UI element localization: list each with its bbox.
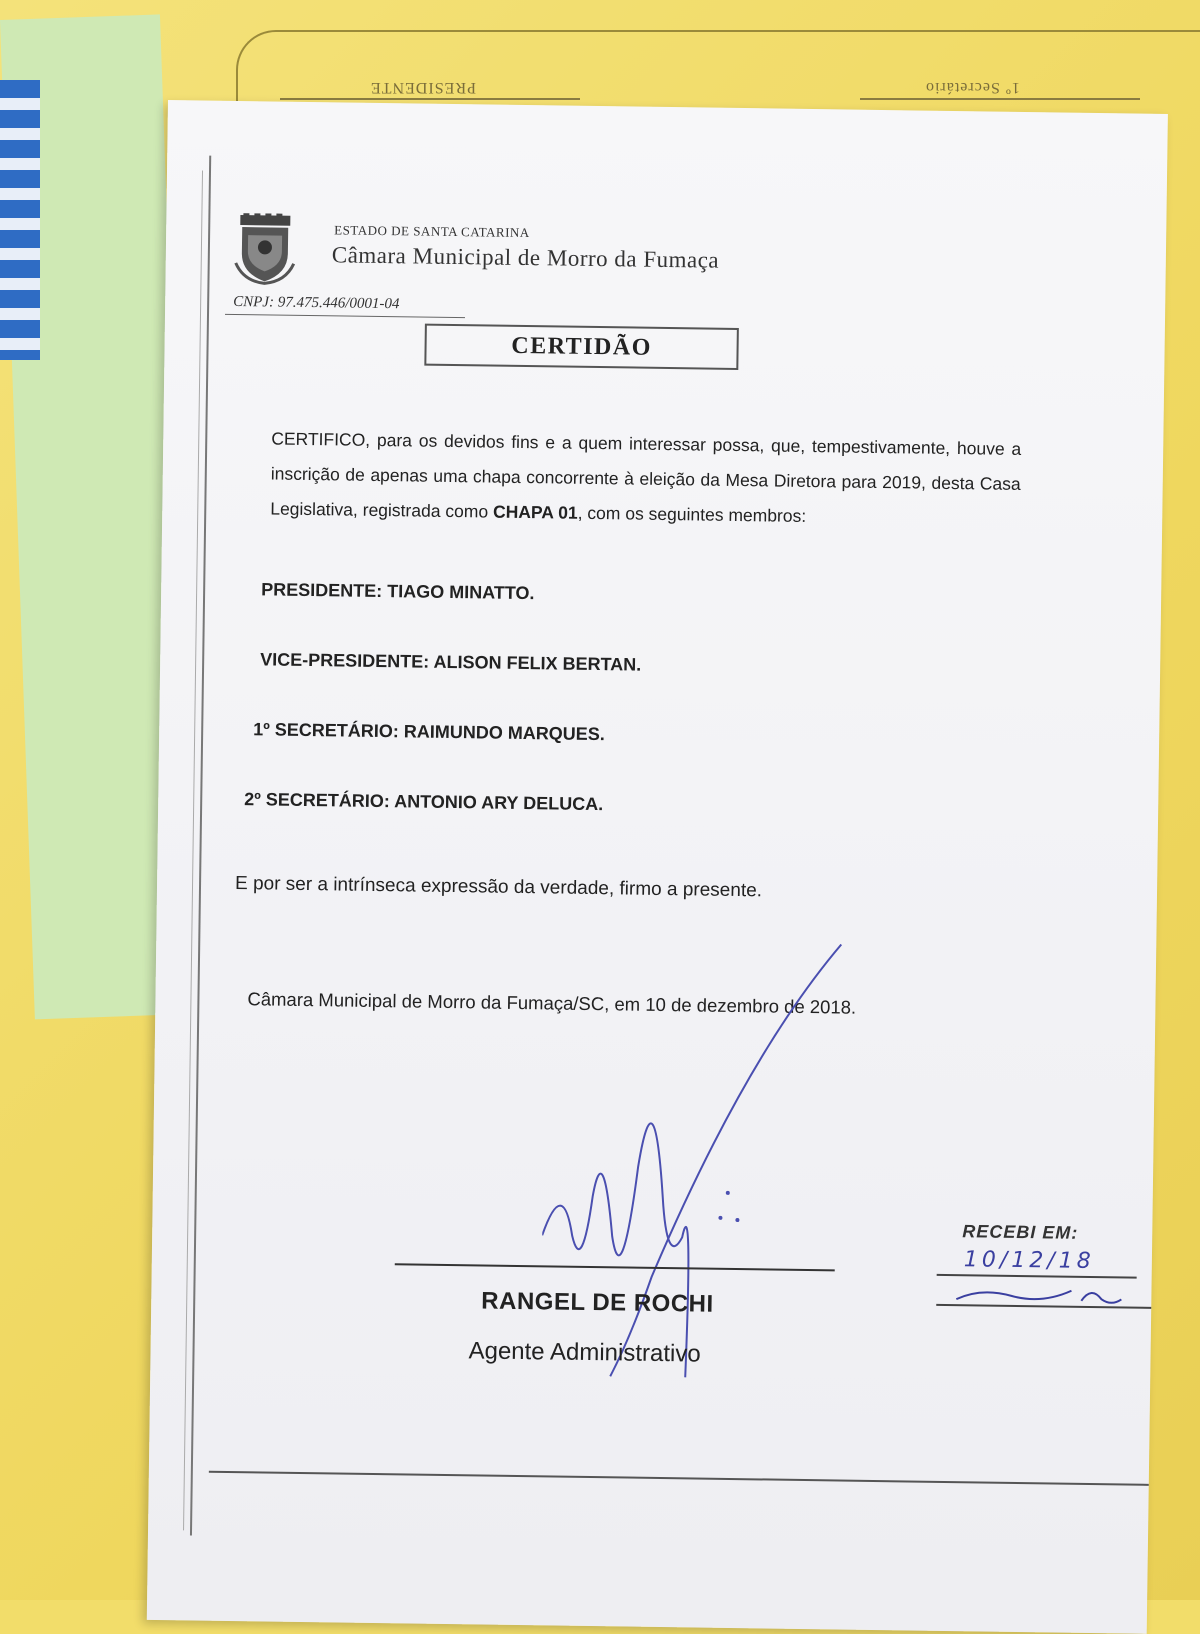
member-vice-president: VICE-PRESIDENTE: ALISON FELIX BERTAN. (260, 649, 642, 675)
mirrored-label-secretary: 1º Secretário (925, 79, 1020, 96)
body-end: , com os seguintes membros: (577, 502, 807, 526)
mirrored-line (280, 98, 580, 100)
municipal-crest-icon (233, 213, 296, 286)
slate-name: CHAPA 01 (492, 501, 578, 523)
signer-role: Agente Administrativo (468, 1337, 701, 1368)
cnpj-text: CNPJ: 97.475.446/0001-04 (233, 293, 400, 313)
mirrored-label-president: PRESIDENTE (370, 79, 476, 96)
certification-paragraph (270, 421, 1021, 536)
receipt-line (937, 1274, 1137, 1279)
footer-rule (209, 1471, 1149, 1486)
receipt-date: 10/12/18 (963, 1247, 1095, 1275)
handwritten-signature (540, 935, 846, 1389)
place-and-date: Câmara Municipal de Morro da Fumaça/SC, em 10 de dezembro de 2018. (247, 988, 857, 1018)
document-title: CERTIDÃO (424, 324, 739, 370)
member-second-secretary: 2º SECRETÁRIO: ANTONIO ARY DELUCA. (244, 789, 604, 815)
member-president: PRESIDENTE: TIAGO MINATTO. (261, 579, 535, 604)
divider (225, 314, 465, 318)
institution-name: Câmara Municipal de Morro da Fumaça (331, 242, 720, 273)
signer-name: RANGEL DE ROCHI (481, 1287, 714, 1318)
body-intro: CERTIFICO, para os devidos fins e a quem interessar possa, que, tempestivamente, houve a inscrição de apenas uma chapa concorrente à eleição da Mesa Diretora para 2019, desta Casa Legislativa, registrada como (270, 428, 1022, 522)
receipt-label: RECEBI EM: (962, 1221, 1079, 1243)
member-first-secretary: 1º SECRETÁRIO: RAIMUNDO MARQUES. (253, 719, 605, 745)
certificate-page (147, 100, 1168, 1634)
mirrored-line (860, 98, 1140, 100)
blue-striped-sheet (0, 80, 40, 360)
closing-sentence: E por ser a intrínseca expressão da verdade, firmo a presente. (234, 873, 763, 902)
state-header: ESTADO DE SANTA CATARINA (334, 222, 530, 241)
